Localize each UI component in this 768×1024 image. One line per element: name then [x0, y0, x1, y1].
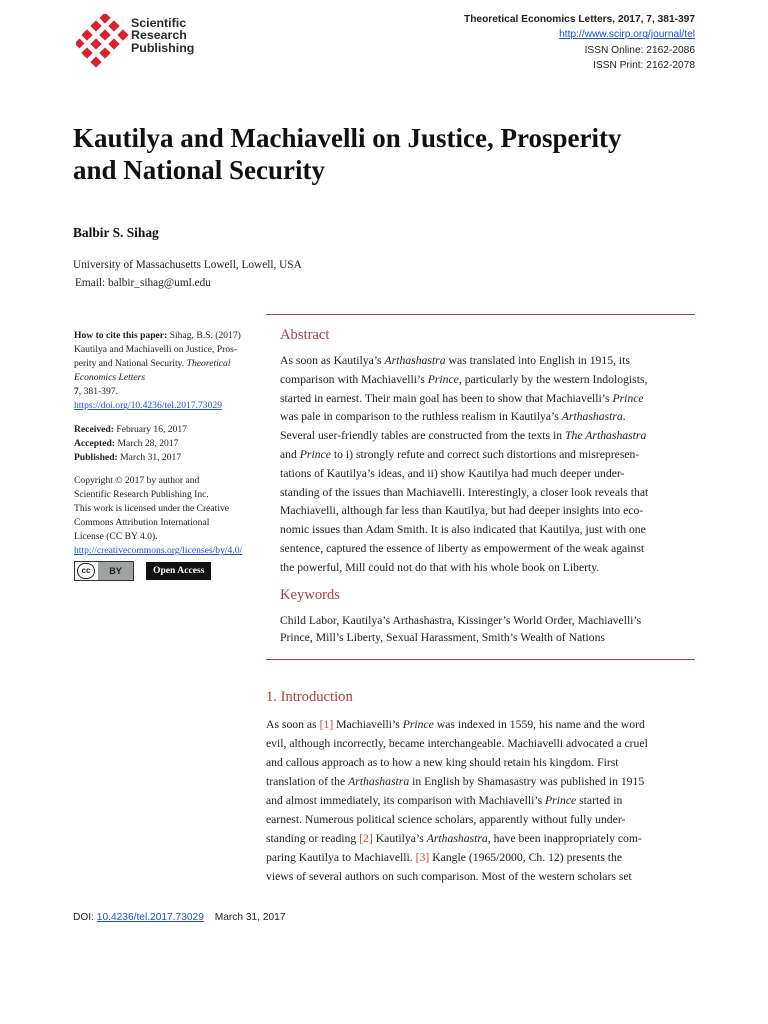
abstract-line: Machiavelli, although far less than Kautilya, but had deeper insights into eco-: [280, 504, 644, 518]
intro-line: translation of the Arthashastra in English by Shamasastry was published in 1915: [266, 775, 645, 788]
intro-line: evil, although incorrectly, became interchangeable. Machiavelli advocated a cruel: [266, 737, 648, 750]
cc-icon: cc: [77, 563, 95, 579]
journal-url-link[interactable]: http://www.scirp.org/journal/tel: [559, 29, 695, 41]
abstract-line: sentence, captured the essence of liberty as empowerment of the weak against: [280, 541, 645, 555]
received-date: February 16, 2017: [116, 423, 187, 435]
license-text: This work is licensed under the Creative: [74, 503, 230, 515]
reference-link[interactable]: [1]: [319, 718, 334, 731]
page-footer: [73, 912, 286, 923]
accepted-date: March 28, 2017: [117, 437, 179, 449]
received-label: Received:: [74, 423, 114, 435]
abstract-line: As soon as Kautilya’s Arthashastra was translated into English in 1915, its: [280, 354, 630, 367]
keywords-heading: Keywords: [280, 587, 340, 603]
keywords-list: [280, 612, 695, 647]
scirp-logo-icon: [76, 14, 136, 68]
affiliation-block: [73, 256, 302, 292]
abstract-bottom-rule: [266, 659, 695, 660]
open-access-badge: Open Access: [146, 562, 211, 580]
reference-link[interactable]: [3]: [415, 851, 430, 864]
cite-text: Sihag, B.S. (2017): [169, 330, 241, 341]
license-text: License (CC BY 4.0).: [74, 531, 158, 543]
title-line-1: Kautilya and Machiavelli on Justice, Prosperity: [73, 123, 622, 153]
intro-line: and almost immediately, its comparison with Machiavelli’s Prince started in: [266, 794, 623, 807]
license-text: Commons Attribution International: [74, 517, 210, 529]
author-name: Balbir S. Sihag: [73, 225, 159, 240]
abstract-line: and Prince to i) strongly refute and correct such distortions and misrepresen-: [280, 447, 640, 461]
title-line-2: and National Security: [73, 155, 326, 185]
introduction-body: [266, 715, 696, 886]
journal-info: [464, 12, 695, 74]
abstract-heading: Abstract: [280, 327, 330, 343]
keywords-line: Child Labor, Kautilya’s Arthashastra, Kissinger’s World Order, Machiavelli’s: [280, 614, 642, 627]
keywords-line: Prince, Mill’s Liberty, Sexual Harassment, Smith’s Wealth of Nations: [280, 631, 605, 645]
cite-text: perity and National Security.: [74, 358, 185, 370]
license-block: [74, 474, 269, 582]
publisher-name: [131, 17, 194, 54]
abstract-line: was pale in comparison to the ruthless realism in Kautilya’s Arthashastra.: [280, 410, 626, 424]
footer-doi-label: DOI:: [73, 912, 94, 923]
cite-volume: 7: [74, 386, 79, 398]
issn-online: ISSN Online: 2162-2086: [584, 44, 695, 56]
intro-line: views of several authors on such comparison. Most of the western scholars set: [266, 870, 632, 883]
license-link[interactable]: http://creativecommons.org/licenses/by/4.0/: [74, 545, 243, 557]
intro-line: earnest. Numerous political science scholars, apparently without fully under-: [266, 813, 626, 826]
cite-text: Kautilya and Machiavelli on Justice, Pros-: [74, 344, 238, 356]
citation-block: How to cite this paper: Sihag, B.S. (2017) Kautilya and Machiavelli on Justice, Pros- perity and National Security. Theoretical Economics Letters 7, 381-397. https://doi.org/10.4236/tel.2017.73029: [74, 329, 269, 414]
intro-line: As soon as [1] Machiavelli’s Prince was indexed in 1559, his name and the word: [266, 718, 645, 731]
publisher-line-2: Research: [131, 28, 187, 43]
accepted-label: Accepted:: [74, 437, 116, 449]
footer-doi-link[interactable]: 10.4236/tel.2017.73029: [96, 912, 204, 923]
cc-by-badge[interactable]: [74, 561, 134, 581]
publisher-line-3: Publishing: [131, 40, 195, 55]
published-label: Published:: [74, 451, 118, 463]
abstract-line: tations of Kautilya’s ideas, and ii) show Kautilya had much deeper under-: [280, 466, 625, 480]
affiliation: University of Massachusetts Lowell, Lowell, USA: [73, 259, 302, 271]
cite-label: How to cite this paper:: [74, 330, 168, 341]
abstract-top-rule: [266, 314, 695, 315]
intro-line: standing or reading [2] Kautilya’s Arthashastra, have been inappropriately com-: [266, 832, 642, 845]
doi-link[interactable]: https://doi.org/10.4236/tel.2017.73029: [74, 400, 222, 412]
author-email: Email: balbir_sihag@uml.edu: [75, 277, 211, 289]
publisher-line-1: Scientific: [131, 16, 187, 30]
license-text: Copyright © 2017 by author and: [74, 474, 200, 486]
abstract-line: nomic issues than Adam Smith. It is also indicated that Kautilya, just with one: [280, 523, 646, 537]
cite-journal: Theoretical Economics Letters: [74, 358, 231, 384]
introduction-heading: 1. Introduction: [266, 689, 353, 705]
abstract-line: the powerful, Mill could not do that with his whole book on Liberty.: [280, 560, 600, 574]
abstract-body: [280, 352, 695, 578]
reference-link[interactable]: [2]: [359, 832, 373, 845]
abstract-line: standing of the issues than Machiavelli. Interestingly, a closer look reveals that: [280, 485, 649, 499]
by-icon: BY: [98, 562, 133, 580]
cite-pages: 381-397.: [83, 386, 118, 398]
abstract-line: started in earnest. Their main goal has been to show that Machiavelli’s Prince: [280, 391, 644, 405]
intro-line: and callous approach as to how a new king should retain his kingdom. First: [266, 756, 619, 769]
dates-block: [74, 423, 269, 465]
article-info-sidebar: [74, 329, 269, 588]
issn-print: ISSN Print: 2162-2078: [593, 60, 695, 72]
paper-title: [73, 122, 713, 186]
license-text: Scientific Research Publishing Inc.: [74, 488, 209, 500]
published-date: March 31, 2017: [120, 451, 182, 463]
journal-citation: Theoretical Economics Letters, 2017, 7, 381-397: [463, 14, 695, 25]
abstract-line: comparison with Machiavelli’s Prince, particularly by the western Indologists,: [280, 372, 648, 386]
intro-line: paring Kautilya to Machiavelli. [3] Kangle (1965/2000, Ch. 12) presents the: [266, 851, 623, 864]
footer-date: March 31, 2017: [214, 912, 286, 923]
abstract-line: Several user-friendly tables are constructed from the texts in The Arthashastra: [280, 429, 647, 443]
badges-row: [74, 561, 269, 581]
